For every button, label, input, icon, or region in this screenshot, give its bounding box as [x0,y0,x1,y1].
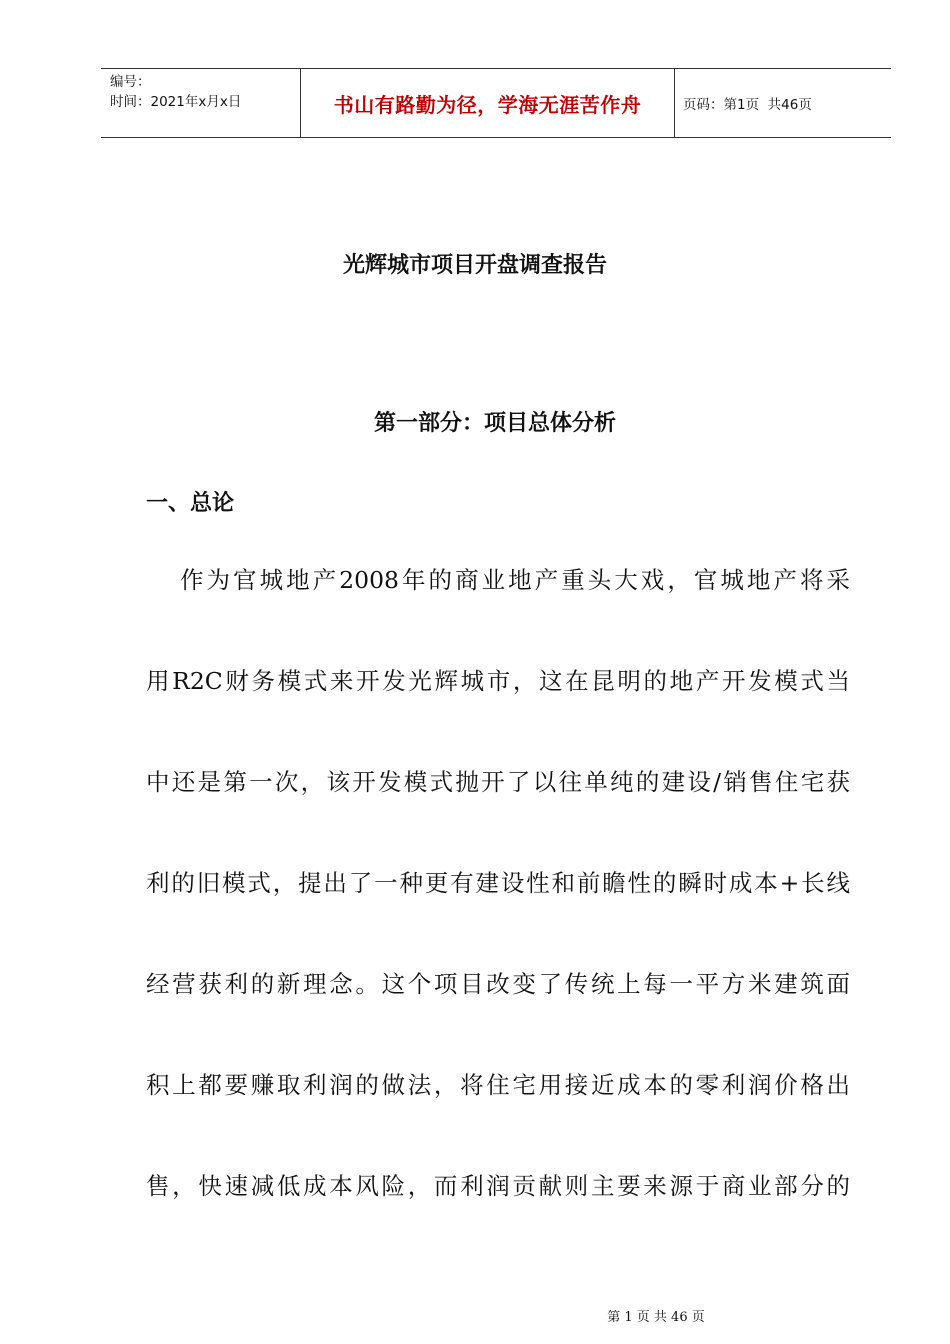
section-heading: 一、总论 [146,491,235,516]
page-header [101,68,891,138]
body-paragraph [146,560,850,1267]
page-footer [0,1306,950,1325]
serial-number-label: 编号： [110,74,151,90]
header-page-label: 页码：第1页 共46页 [683,97,812,113]
body-line: 售，快速减低成本风险，而利润贡献则主要来源于商业部分的 [146,1172,850,1200]
body-line: 作为官城地产2008年的商业地产重头大戏，官城地产将采 [180,566,850,594]
header-motto: 书山有路勤为径，学海无涯苦作舟 [301,69,675,137]
body-line: 用R2C财务模式来开发光辉城市，这在昆明的地产开发模式当 [146,667,850,695]
body-line: 积上都要赚取利润的做法，将住宅用接近成本的零利润价格出 [146,1071,850,1099]
body-line: 中还是第一次，该开发模式抛开了以往单纯的建设/销售住宅获 [146,768,850,796]
body-line: 利的旧模式，提出了一种更有建设性和前瞻性的瞬时成本+长线 [146,869,850,897]
date-label: 时间：2021年x月x日 [110,94,242,110]
document-title: 光辉城市项目开盘调查报告 [342,253,607,278]
part-title: 第一部分：项目总体分析 [373,411,616,436]
body-line: 经营获利的新理念。这个项目改变了传统上每一平方米建筑面 [146,970,850,998]
header-page-info [675,69,891,137]
footer-page-number: 第 1 页 共 46 页 [607,1310,705,1325]
header-meta-cell [101,69,301,137]
